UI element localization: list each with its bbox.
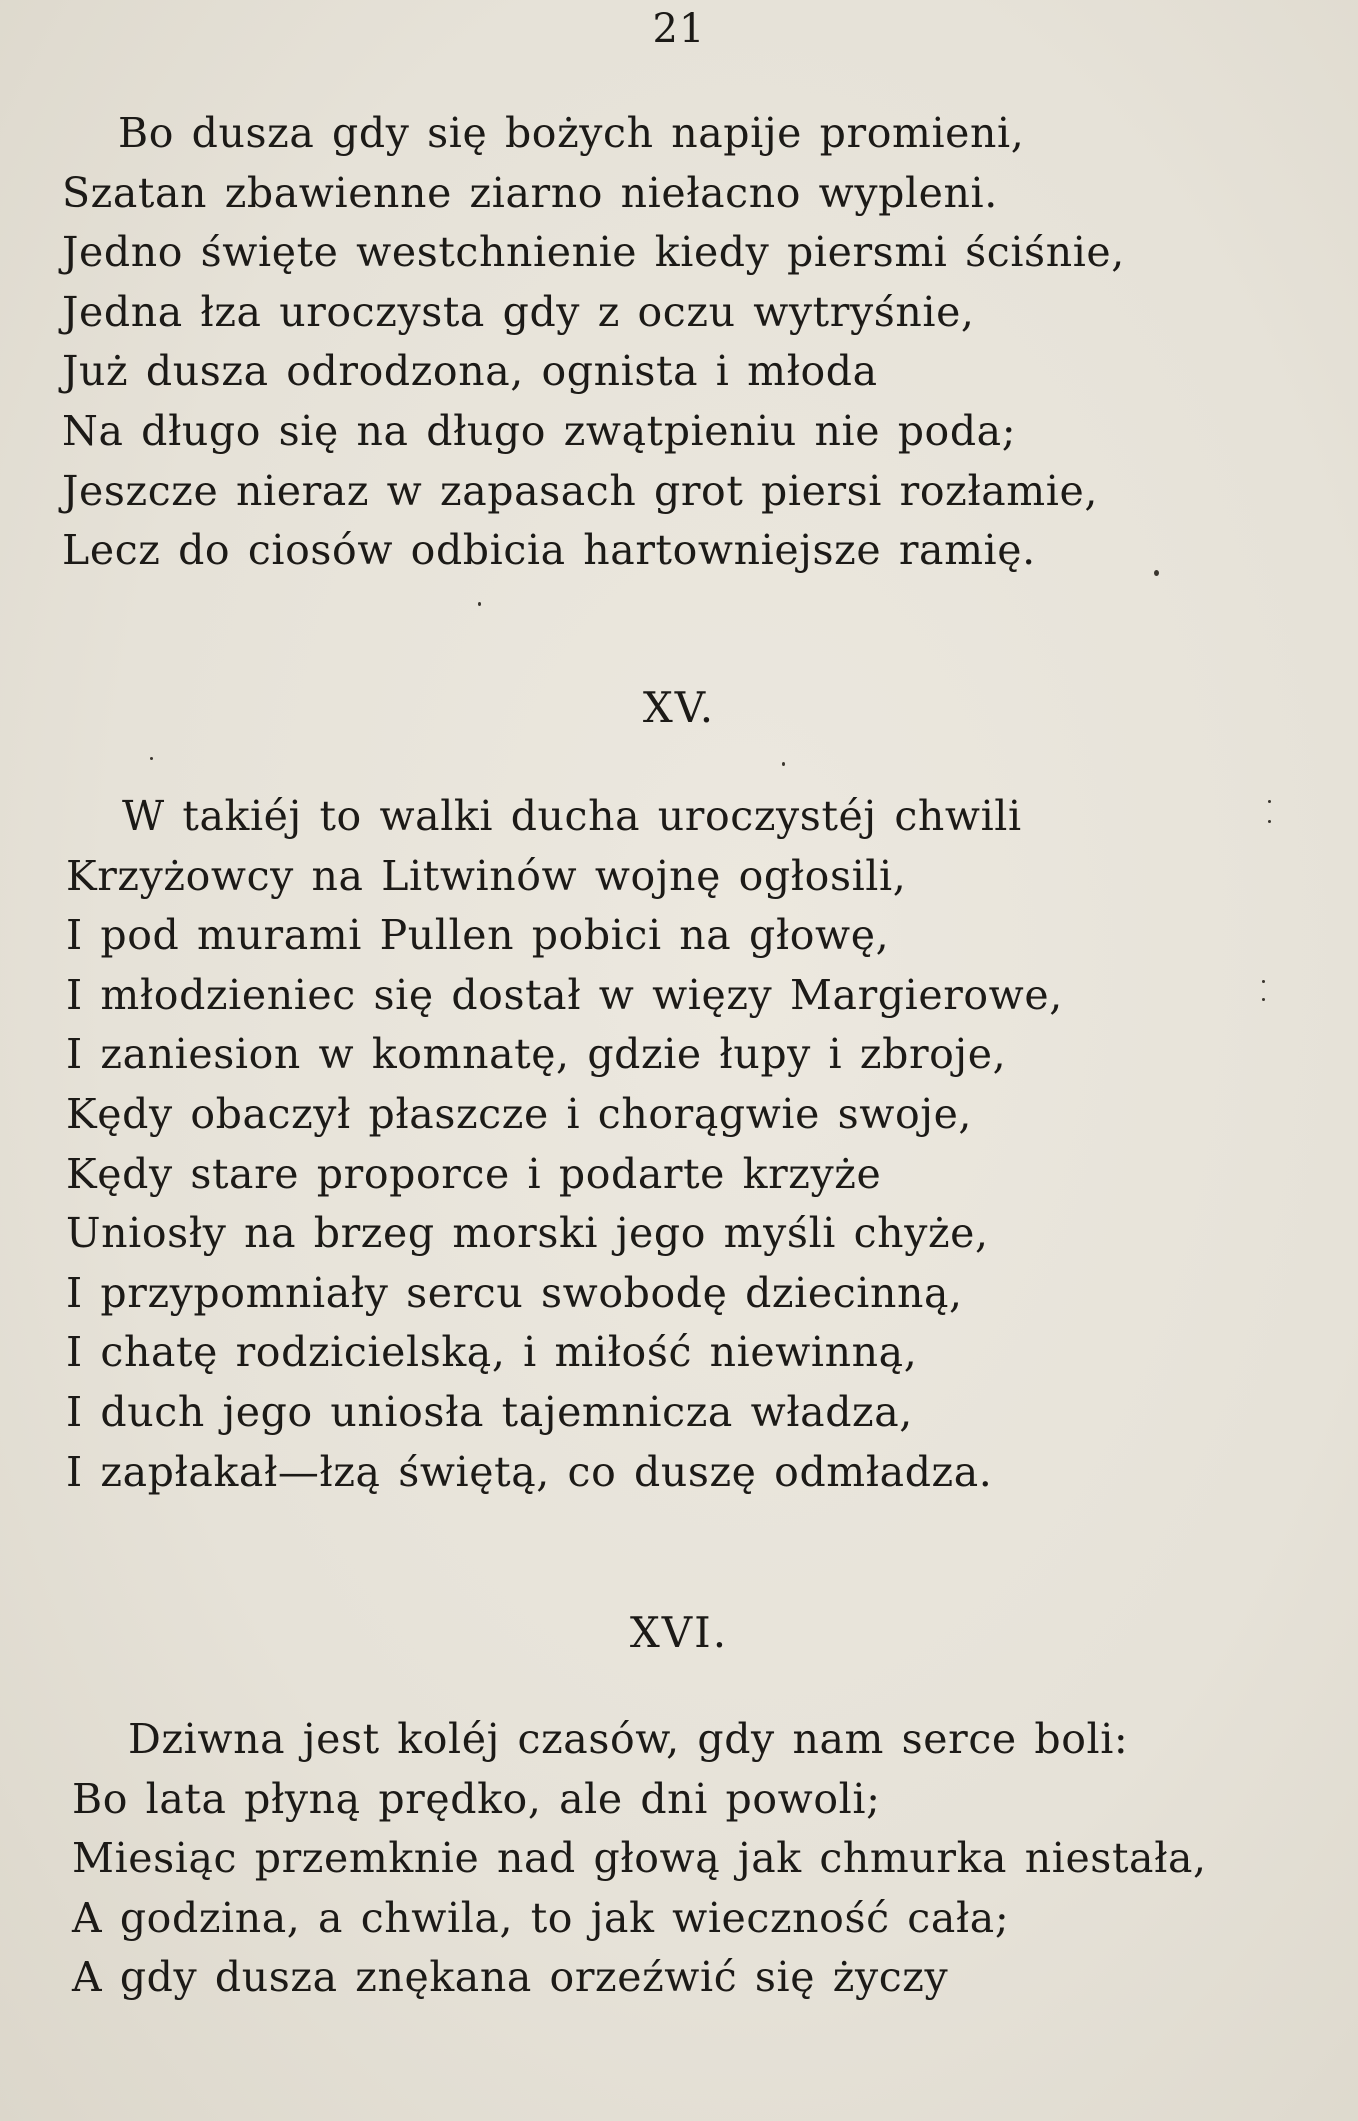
stanza-xvi: [72, 1710, 1207, 2008]
verse-line: W takiéj to walki ducha uroczystéj chwili: [122, 792, 1022, 840]
verse-line: Lecz do ciosów odbicia hartowniejsze ramię.: [62, 526, 1036, 575]
verse-line: I młodzieniec się dostał w więzy Margierowe,: [66, 970, 1063, 1019]
verse-line: Jedno święte westchnienie kiedy piersmi ściśnie,: [62, 228, 1125, 277]
stanza-xv: [66, 787, 1063, 1502]
verse-line: Jeszcze nieraz w zapasach grot piersi rozłamie,: [62, 466, 1098, 515]
verse-line: I chatę rodzicielską, i miłość niewinną,: [66, 1328, 918, 1377]
verse-line: Szatan zbawienne ziarno niełacno wypleni.: [62, 168, 998, 217]
paper-speck: [1154, 570, 1159, 576]
section-heading-xvi: XVI.: [629, 1608, 729, 1657]
verse-line: Już dusza odrodzona, ognista i młoda: [62, 347, 878, 396]
verse-line: Bo dusza gdy się bożych napije promieni,: [118, 109, 1025, 157]
verse-line: Krzyżowcy na Litwinów wojnę ogłosili,: [66, 851, 907, 900]
paper-speck: [782, 762, 785, 766]
verse-line: A gdy dusza znękana orzeźwić się życzy: [72, 1953, 949, 2002]
verse-line: Uniosły na brzeg morski jego myśli chyże,: [66, 1209, 989, 1258]
verse-line: Kędy obaczył płaszcze i chorągwie swoje,: [66, 1089, 973, 1138]
verse-line: Kędy stare proporce i podarte krzyże: [66, 1149, 882, 1198]
verse-line: Dziwna jest koléj czasów, gdy nam serce boli:: [128, 1715, 1129, 1763]
verse-line: I przypomniały sercu swobodę dziecinną,: [66, 1268, 963, 1317]
paper-speck: [1262, 980, 1265, 983]
paper-speck: [1268, 800, 1271, 803]
verse-line: I zaniesion w komnatę, gdzie łupy i zbroje,: [66, 1030, 1007, 1079]
verse-line: Na długo się na długo zwątpieniu nie poda;: [62, 406, 1017, 455]
paper-speck: [150, 757, 153, 760]
verse-line: I pod murami Pullen pobici na głowę,: [66, 911, 890, 960]
verse-line: Miesiąc przemknie nad głową jak chmurka niestała,: [72, 1834, 1207, 1883]
section-heading-xv: XV.: [642, 683, 716, 732]
verse-line: I duch jego uniosła tajemnicza władza,: [66, 1387, 913, 1436]
verse-line: A godzina, a chwila, to jak wieczność cała;: [72, 1893, 1010, 1942]
paper-speck: [1262, 998, 1265, 1001]
paper-speck: [1268, 820, 1271, 823]
verse-line: Bo lata płyną prędko, ale dni powoli;: [72, 1774, 881, 1823]
stanza-continuation: [62, 104, 1125, 581]
page-number: 21: [652, 6, 706, 52]
verse-line: Jedna łza uroczysta gdy z oczu wytryśnie,: [62, 287, 975, 336]
verse-line: I zapłakał—łzą świętą, co duszę odmładza.: [66, 1447, 993, 1496]
paper-speck: [478, 602, 481, 606]
